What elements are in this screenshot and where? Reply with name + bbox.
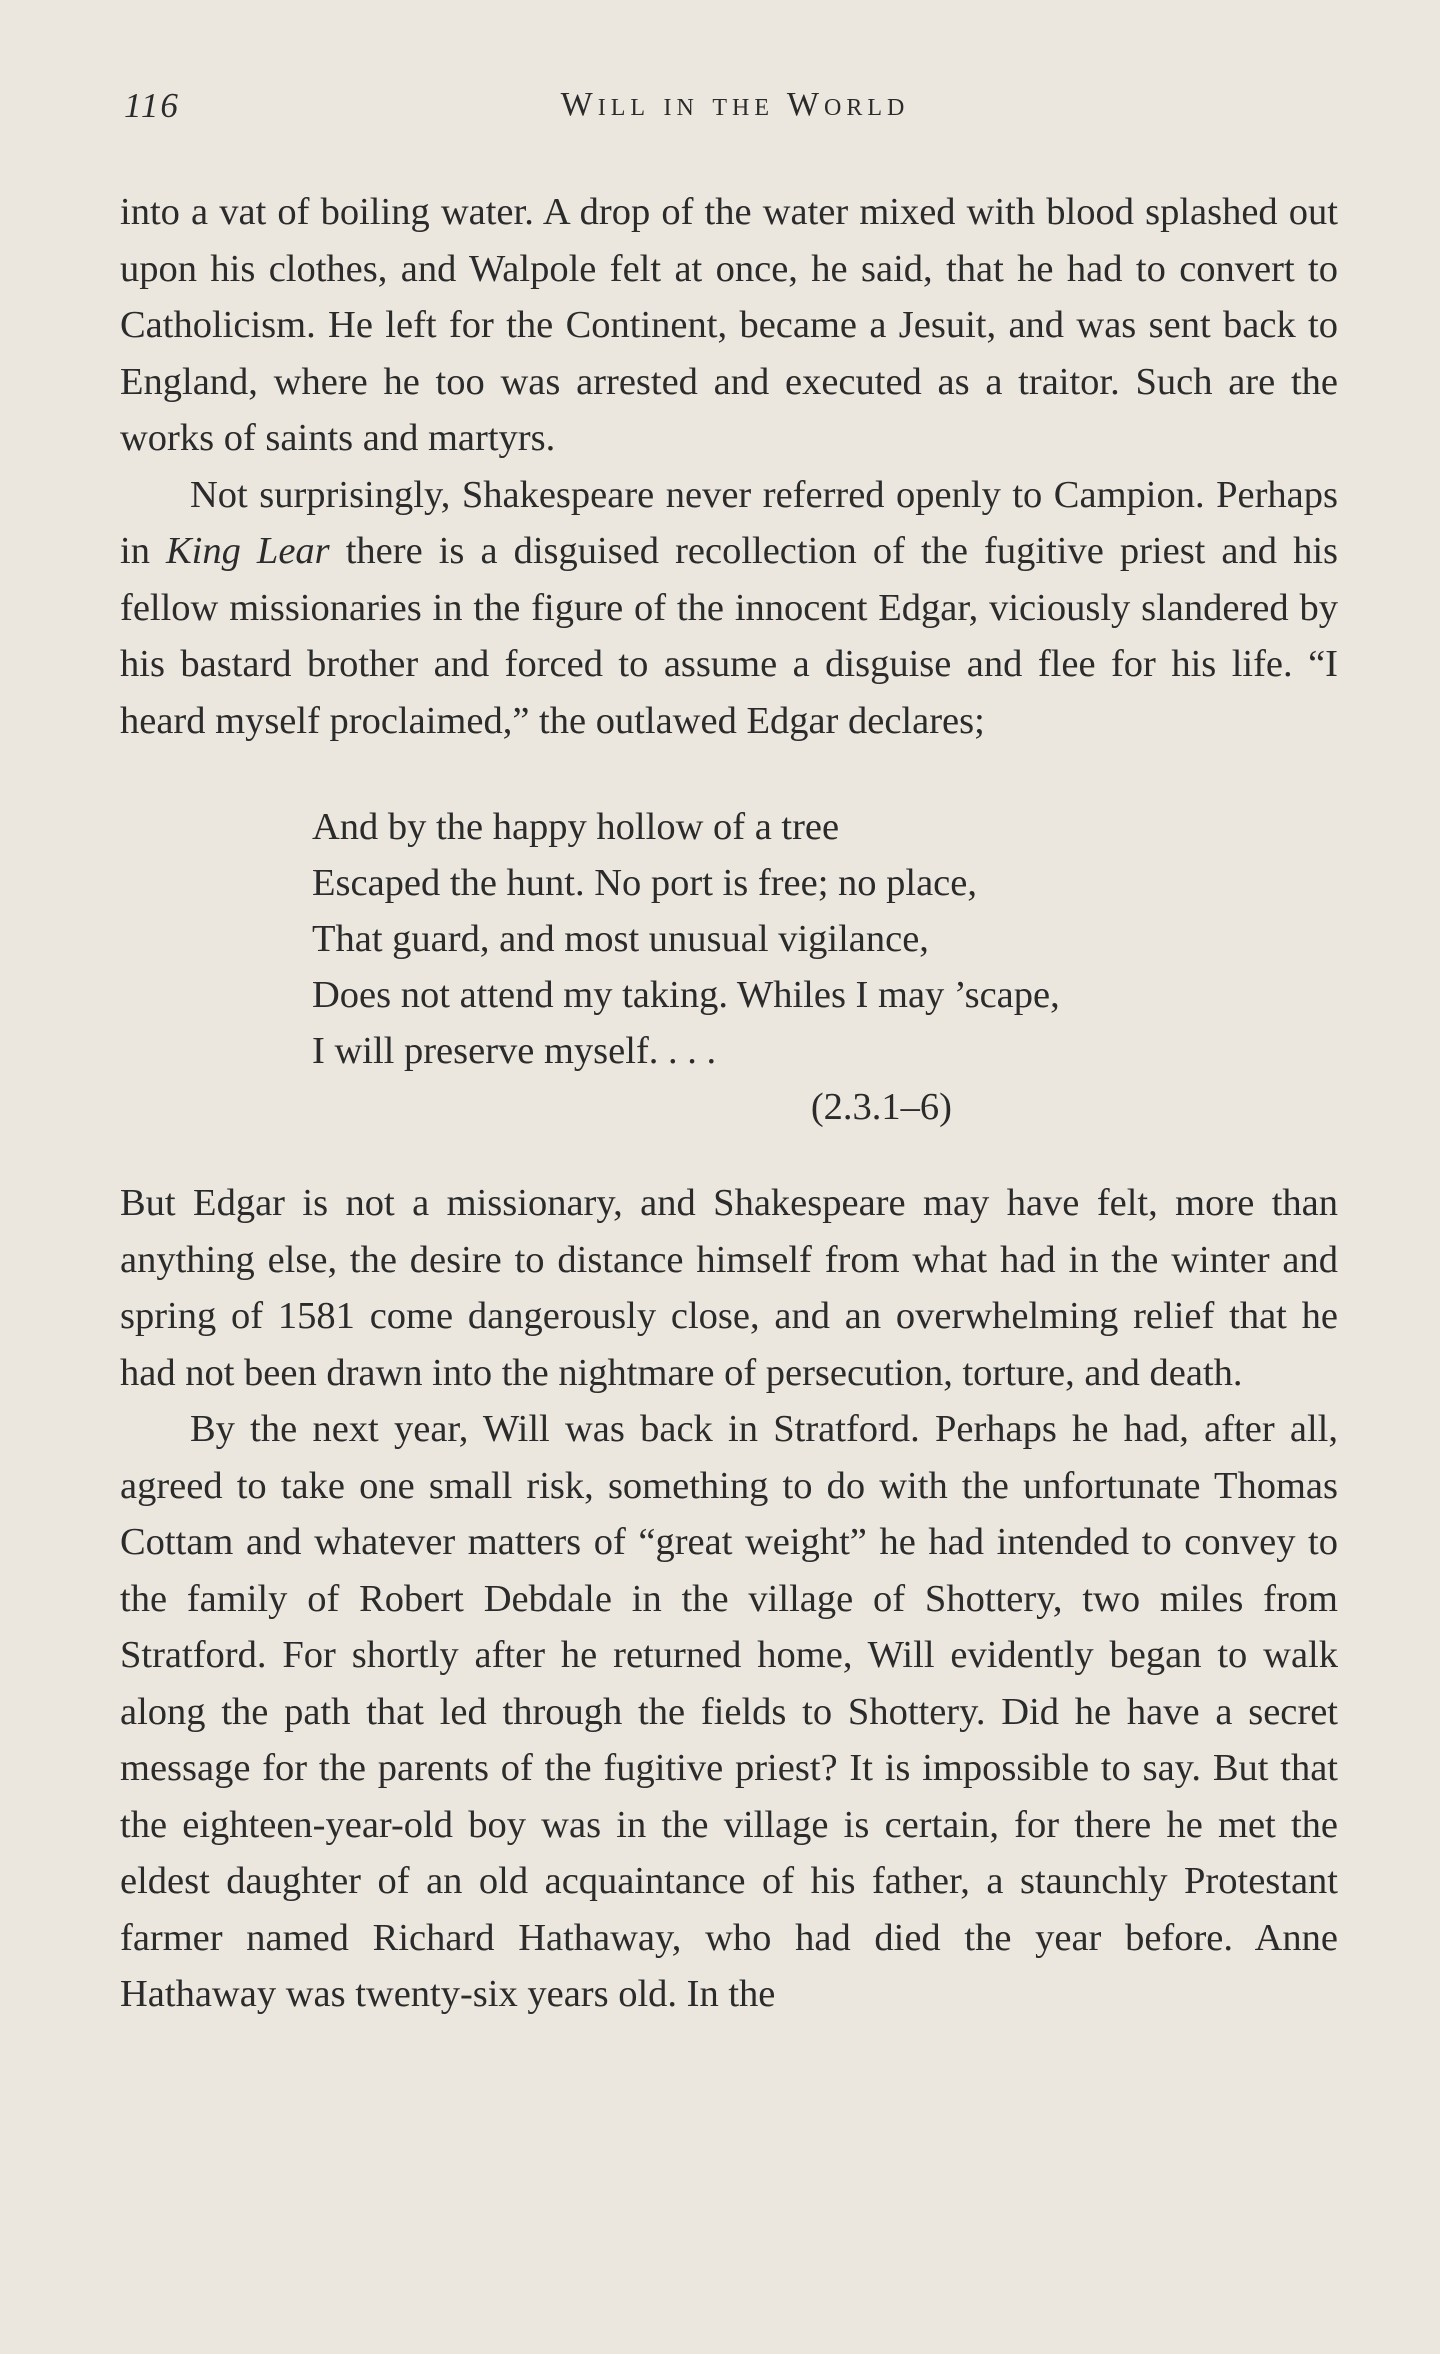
play-title-king-lear: King Lear bbox=[166, 530, 330, 572]
verse-line: Escaped the hunt. No port is free; no place, bbox=[312, 862, 977, 904]
verse-line: And by the happy hollow of a tree bbox=[312, 806, 840, 848]
paragraph-4: By the next year, Will was back in Stratford. Perhaps he had, after all, agreed to take one small risk, something to do with the unfortunate Thomas Cottam and whatever matters of “great weight” he had intended to convey to the family of Robert Debdale in the village of Shottery, two miles from Stratford. For shortly after he returned home, Will evidently began to walk along the path that led through the fields to Shottery. Did he have a secret message for the parents of the fugitive priest? It is impossible to say. But that the eighteen-year-old boy was in the village is certain, for there he met the eldest daughter of an old acquaintance of his father, a staunchly Protestant farmer named Richard Hathaway, who had died the year before. Anne Hathaway was twenty-six years old. In the bbox=[120, 1408, 1338, 2015]
paragraph-1: into a vat of boiling water. A drop of the water mixed with blood splashed out upon his clothes, and Walpole felt at once, he said, that he had to convert to Catholicism. He left for the Continent, became a Jesuit, and was sent back to England, where he too was arrested and executed as a traitor. Such are the works of saints and martyrs. bbox=[120, 191, 1338, 459]
verse-quotation bbox=[312, 799, 1060, 1135]
verse-line: That guard, and most unusual vigilance, bbox=[312, 918, 929, 960]
page-number: 116 bbox=[124, 86, 180, 125]
verse-citation: (2.3.1–6) bbox=[810, 1086, 952, 1128]
paragraph-2 bbox=[120, 467, 1338, 750]
running-head bbox=[120, 86, 1340, 136]
running-title: Will in the World bbox=[560, 86, 910, 123]
body-text bbox=[120, 184, 1338, 2023]
paragraph-2-text-end: there is a disguised recollection of the fugitive priest and his fellow missionaries in the figure of the innocent Edgar, viciously slandered by his bastard brother and forced to assume a disguise and flee for his life. “I heard myself proclaimed,” the outlawed Edgar declares; bbox=[120, 530, 1339, 742]
paragraph-2-text-start: Not surprisingly, Shakespeare never referred openly to Campion. Perhaps in bbox=[120, 473, 1338, 572]
paragraph-3: But Edgar is not a missionary, and Shakespeare may have felt, more than anything else, the desire to distance himself from what had in the winter and spring of 1581 come dangerously close, and an overwhelming relief that he had not been drawn into the nightmare of persecution, torture, and death. bbox=[120, 1182, 1338, 1394]
verse-line: Does not attend my taking. Whiles I may ’scape, bbox=[312, 974, 1060, 1016]
verse-line: I will preserve myself. . . . bbox=[312, 1030, 717, 1072]
